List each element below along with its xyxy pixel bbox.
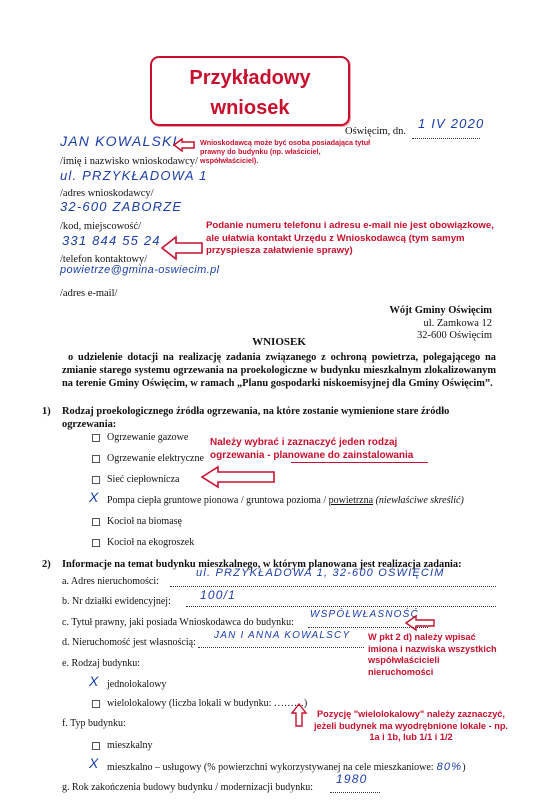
option-district-heating-label: Sieć ciepłownicza <box>107 474 180 485</box>
applicant-phone-label: /telefon kontaktowy/ <box>60 254 148 265</box>
title-line-2: wniosek <box>210 97 290 119</box>
legal-title-value[interactable]: WSPÓŁWŁASNOŚĆ <box>310 609 419 620</box>
option-mixed-use[interactable] <box>92 761 466 773</box>
option-multi-unit-end: ………) <box>273 698 308 709</box>
construction-year-label: g. Rok zakończenia budowy budynku / modernizacji budynku: <box>62 782 314 793</box>
intro-paragraph: o udzielenie dotacji na realizację zadania związanego z ochroną powietrza, polegającego na zmianie starego systemu ogrzewania na proekologiczne w budynku mieszkalnym zlokalizowanym na terenie Gminy Oświęcim, w ramach „Planu gospodarki niskoemisyjnej dla Gminy Oświęcim”. <box>62 352 496 389</box>
option-mixed-use-label: mieszkalno – usługowy (% powierzchni wykorzystywanej na cele mieszkaniowe: <box>107 762 434 773</box>
option-mixed-use-end: ) <box>462 762 466 773</box>
construction-year-value[interactable]: 1980 <box>336 772 368 786</box>
contact-note: Podanie numeru telefonu i adresu e-mail nie jest obowiązkowe, ale ułatwia kontakt Urzędu z Wnioskodawcą (tym samym przyspiesza załatwienie sprawy) <box>206 220 494 256</box>
section-1-title-line-1: Rodzaj proekologicznego źródła ogrzewania, na które zostanie wymienione stare źródło <box>62 406 450 417</box>
checkbox[interactable] <box>92 455 100 463</box>
building-type-label: f. Typ budynku: <box>62 718 126 729</box>
option-biomass-label: Kocioł na biomasę <box>107 516 182 527</box>
recipient-line-3: 32-600 Oświęcim <box>417 330 492 341</box>
option-heat-pump-air: powietrzna <box>328 495 374 506</box>
construction-year-line <box>330 792 380 793</box>
option-gas-label: Ogrzewanie gazowe <box>107 432 189 443</box>
option-heat-pump-label: Pompa ciepła gruntowe pionowa / gruntowa pozioma / <box>107 495 329 506</box>
option-heat-pump[interactable] <box>92 495 464 506</box>
checkbox[interactable] <box>92 434 100 442</box>
title-line-1: Przykładowy <box>189 67 311 89</box>
option-multi-unit[interactable] <box>92 698 307 709</box>
option-district-heating[interactable] <box>92 474 179 485</box>
arrow-left-icon <box>404 614 436 632</box>
heating-note-underline <box>291 462 428 463</box>
checkbox[interactable] <box>92 742 100 750</box>
property-address-label: a. Adres nieruchomości: <box>62 576 159 587</box>
section-2-number: 2) <box>42 559 51 570</box>
applicant-name-value: JAN KOWALSKI <box>60 133 178 149</box>
applicant-phone-value: 331 844 55 24 <box>62 233 161 248</box>
plot-number-value[interactable]: 100/1 <box>200 588 237 602</box>
sample-title-box <box>150 56 350 126</box>
place-date <box>345 126 406 137</box>
section-1-number: 1) <box>42 406 51 417</box>
property-address-line <box>170 586 496 587</box>
option-electric-label: Ogrzewanie elektryczne <box>107 453 204 464</box>
cross-mark-icon: X <box>89 755 99 771</box>
checkbox[interactable] <box>92 539 100 547</box>
option-ecopea-label: Kocioł na ekogroszek <box>107 537 195 548</box>
arrow-left-icon <box>172 138 196 152</box>
arrow-left-icon <box>200 465 276 489</box>
document-heading: WNIOSEK <box>252 336 306 348</box>
property-address-value[interactable]: ul. PRZYKŁADOWA 1, 32-600 OŚWIĘCIM <box>196 567 445 579</box>
recipient-line-2: ul. Zamkowa 12 <box>423 317 492 329</box>
option-ecopea[interactable] <box>92 537 194 548</box>
plot-number-line <box>186 606 496 607</box>
date-line <box>412 132 480 139</box>
checkbox[interactable] <box>92 518 100 526</box>
ownership-value[interactable]: JAN I ANNA KOWALSCY <box>214 630 351 641</box>
heating-note <box>210 436 413 462</box>
legal-title-label: c. Tytuł prawny, jaki posiada Wnioskodawca do budynku: <box>62 617 294 628</box>
applicant-email-value: powietrze@gmina-oswiecim.pl <box>60 264 220 276</box>
applicant-name-label: /imię i nazwisko wnioskodawcy/ <box>60 156 198 167</box>
option-mixed-use-value[interactable]: 80% <box>436 761 463 773</box>
checkbox[interactable] <box>92 476 100 484</box>
option-single-unit[interactable] <box>92 679 166 690</box>
place-date-prefix: Oświęcim, dn. <box>345 126 406 137</box>
ownership-line <box>198 647 364 648</box>
option-multi-unit-label: wielolokalowy (liczba lokali w budynku: <box>107 698 272 709</box>
section-2-title: Informacje na temat budynku mieszkalnego, w którym planowana jest realizacja zadania: <box>62 559 462 570</box>
option-electric[interactable] <box>92 453 204 464</box>
arrow-left-icon <box>160 235 204 261</box>
arrow-up-icon <box>290 702 308 728</box>
applicant-email-label: /adres e-mail/ <box>60 288 118 299</box>
applicant-address-label: /adres wnioskodawcy/ <box>60 188 154 199</box>
option-single-unit-label: jednolokalowy <box>107 679 167 690</box>
heating-note-line-2: ogrzewania - planowane do zainstalowania <box>210 450 414 461</box>
owners-note: W pkt 2 d) należy wpisać imiona i nazwiska wszystkich współwłaścicieli nieruchomości <box>368 632 497 677</box>
applicant-note: Wnioskodawcą może być osoba posiadająca tytuł prawny do budynku (np. właściciel, współwłaściciel). <box>200 138 371 165</box>
option-biomass[interactable] <box>92 516 182 527</box>
option-residential-label: mieszkalny <box>107 740 153 751</box>
cross-mark-icon: X <box>89 489 99 505</box>
date-value: 1 IV 2020 <box>418 116 485 131</box>
applicant-address-value: ul. PRZYKŁADOWA 1 <box>60 168 208 183</box>
checkbox[interactable] <box>92 700 100 708</box>
applicant-postal-value: 32-600 ZABORZE <box>60 199 183 214</box>
section-1-title-line-2: ogrzewania: <box>62 419 117 430</box>
applicant-postal-label: /kod, miejscowość/ <box>60 221 142 232</box>
recipient-line-1: Wójt Gminy Oświęcim <box>389 305 492 316</box>
option-residential[interactable] <box>92 740 153 751</box>
option-gas[interactable] <box>92 432 188 443</box>
ownership-label: d. Nieruchomość jest własnością: <box>62 637 196 648</box>
plot-number-label: b. Nr działki ewidencyjnej: <box>62 596 171 607</box>
option-heat-pump-hint: (niewłaściwe skreślić) <box>375 495 464 506</box>
section-1-title <box>62 405 502 431</box>
multi-unit-note: Pozycję "wielolokalowy" należy zaznaczyć, jeżeli budynek ma wyodrębnione lokale - np. 1a i 1b, lub 1/1 i 1/2 <box>313 709 508 742</box>
heating-note-line-1: Należy wybrać i zaznaczyć jeden rodzaj <box>210 437 398 448</box>
building-kind-label: e. Rodzaj budynku: <box>62 658 141 669</box>
cross-mark-icon: X <box>89 673 99 689</box>
